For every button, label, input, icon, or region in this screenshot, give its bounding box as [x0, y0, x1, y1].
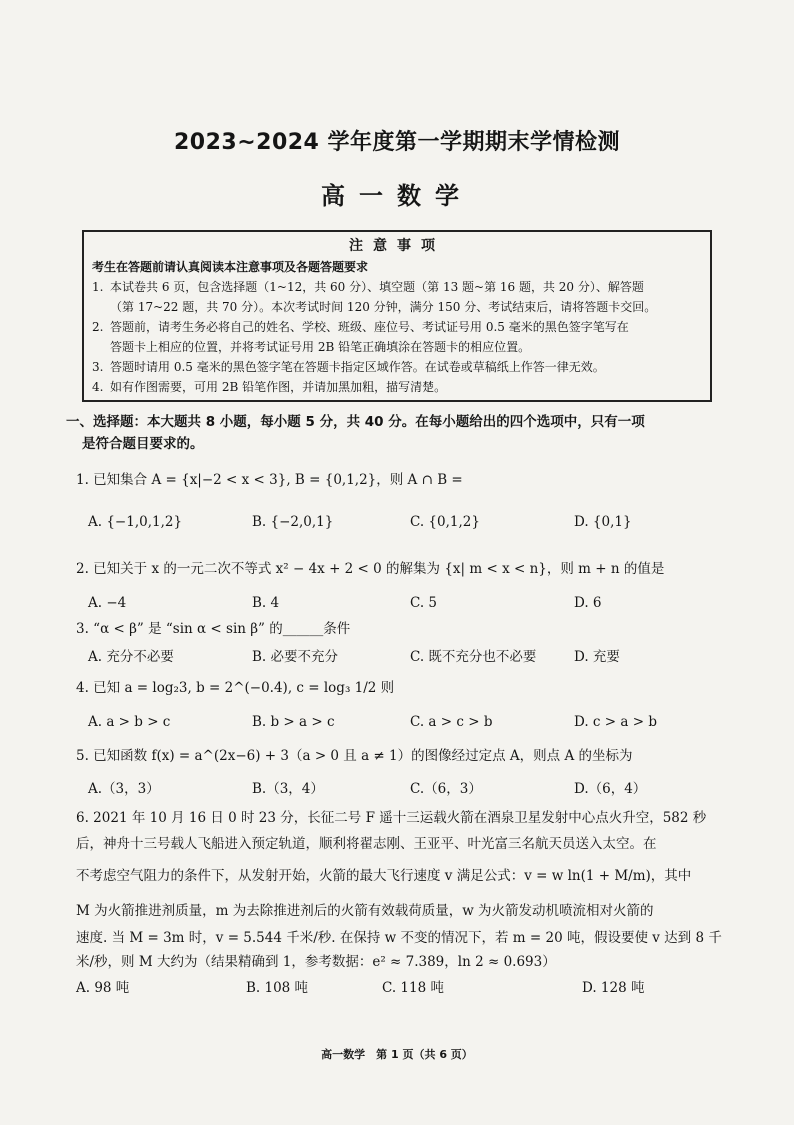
option-b: B. b > a > c: [252, 714, 335, 730]
notice-item-line: 本试卷共 6 页，包含选择题（1~12，共 60 分）、填空题（第 13 题~第 16 题，共 20 分）、解答题: [110, 280, 644, 294]
notice-item-line: 答题时请用 0.5 毫米的黑色签字笔在答题卡指定区域作答。在试卷或草稿纸上作答一律无效。: [110, 360, 605, 374]
question-6-line: 6. 2021 年 10 月 16 日 0 时 23 分，长征二号 F 遥十三运载火箭在酒泉卫星发射中心点火升空，582 秒: [76, 810, 707, 826]
notice-item-line: （第 17~22 题，共 70 分）。本次考试时间 120 分钟，满分 150 分、考试结束后，请将答题卡交回。: [110, 300, 657, 314]
question-6-line: M 为火箭推进剂质量，m 为去除推进剂后的火箭有效载荷质量，w 为火箭发动机喷流相对火箭的: [76, 903, 654, 919]
question-6-line: 不考虑空气阻力的条件下，从发射开始，火箭的最大飞行速度 v 满足公式：v = w ln(1 + M/m)，其中: [76, 868, 692, 884]
option-d: D. {0,1}: [574, 514, 632, 530]
notice-item: [92, 377, 702, 397]
notice-item-line: 如有作图需要，可用 2B 铅笔作图，并请加黑加粗，描写清楚。: [110, 380, 447, 394]
option-a: A. −4: [88, 595, 127, 611]
question-2-stem: 2. 已知关于 x 的一元二次不等式 x² − 4x + 2 < 0 的解集为 {x| m < x < n}，则 m + n 的值是: [76, 561, 665, 577]
question-3-options: [88, 645, 708, 665]
option-a: A.（3，3）: [88, 781, 160, 797]
option-d: D.（6，4）: [574, 781, 647, 797]
question-6-line: 后，神舟十三号载人飞船进入预定轨道，顺利将翟志刚、王亚平、叶光富三名航天员送入太空。在: [76, 836, 657, 852]
question-6-line: 速度. 当 M = 3m 时，v = 5.544 千米/秒. 在保持 w 不变的情况下，若 m = 20 吨，假设要使 v 达到 8 千: [76, 930, 722, 946]
notice-item-number: 1.: [92, 280, 104, 294]
question-1-stem: 1. 已知集合 A = {x|−2 < x < 3}, B = {0,1,2}，则 A ∩ B =: [76, 472, 463, 488]
option-d: D. 128 吨: [582, 980, 645, 996]
option-d: D. 6: [574, 595, 602, 611]
option-c: C. 既不充分也不必要: [410, 649, 537, 665]
question-4-stem: 4. 已知 a = log₂3, b = 2^(−0.4), c = log₃ 1/2 则: [76, 680, 395, 696]
question-1-options: [88, 514, 708, 534]
section-heading-line: 是符合题目要求的。: [82, 436, 204, 452]
notice-lead: 考生在答题前请认真阅读本注意事项及各题答题要求: [92, 260, 369, 274]
option-b: B. 4: [252, 595, 280, 611]
option-d: D. 充要: [574, 649, 620, 665]
notice-item: [92, 357, 702, 377]
option-c: C.（6，3）: [410, 781, 482, 797]
exam-title: 2023~2024 学年度第一学期期末学情检测: [173, 130, 621, 155]
option-a: A. a > b > c: [88, 714, 171, 730]
option-b: B.（3，4）: [252, 781, 324, 797]
page-footer: 高一数学 第 1 页（共 6 页）: [321, 1048, 473, 1061]
notice-title: 注意事项: [349, 238, 445, 254]
notice-item-line: 答题卡上相应的位置，并将考试证号用 2B 铅笔正确填涂在答题卡的相应位置。: [110, 340, 531, 354]
option-d: D. c > a > b: [574, 714, 657, 730]
option-c: C. a > c > b: [410, 714, 493, 730]
question-3-stem: 3. “α < β” 是 “sin α < sin β” 的______条件: [76, 621, 351, 637]
section-heading-line: 一、选择题：本大题共 8 小题，每小题 5 分，共 40 分。在每小题给出的四个选项中，只有一项: [66, 414, 645, 430]
notice-item-number: 4.: [92, 380, 104, 394]
option-c: C. {0,1,2}: [410, 514, 480, 530]
question-5-stem: 5. 已知函数 f(x) = a^(2x−6) + 3（a > 0 且 a ≠ 1）的图像经过定点 A，则点 A 的坐标为: [76, 748, 633, 764]
notice-item: [92, 277, 702, 317]
notice-item-line: 答题前，请考生务必将自己的姓名、学校、班级、座位号、考试证号用 0.5 毫米的黑色签字笔写在: [110, 320, 629, 334]
option-a: A. 充分不必要: [88, 649, 174, 665]
option-c: C. 5: [410, 595, 438, 611]
option-b: B. {−2,0,1}: [252, 514, 334, 530]
notice-item-number: 2.: [92, 320, 104, 334]
question-5-options: [88, 777, 708, 797]
option-c: C. 118 吨: [382, 980, 444, 996]
option-b: B. 108 吨: [246, 980, 309, 996]
option-a: A. {−1,0,1,2}: [88, 514, 183, 530]
notice-box: [82, 230, 712, 402]
question-6-options: [76, 976, 696, 996]
question-4-options: [88, 714, 708, 734]
notice-item: [92, 317, 702, 357]
question-2-options: [88, 595, 708, 615]
section-heading: [66, 411, 726, 455]
exam-subject: 高一数学: [321, 182, 473, 210]
question-6-line: 米/秒，则 M 大约为（结果精确到 1，参考数据：e² ≈ 7.389，ln 2 ≈ 0.693）: [76, 954, 556, 970]
option-a: A. 98 吨: [76, 980, 130, 996]
option-b: B. 必要不充分: [252, 649, 339, 665]
notice-item-number: 3.: [92, 360, 104, 374]
